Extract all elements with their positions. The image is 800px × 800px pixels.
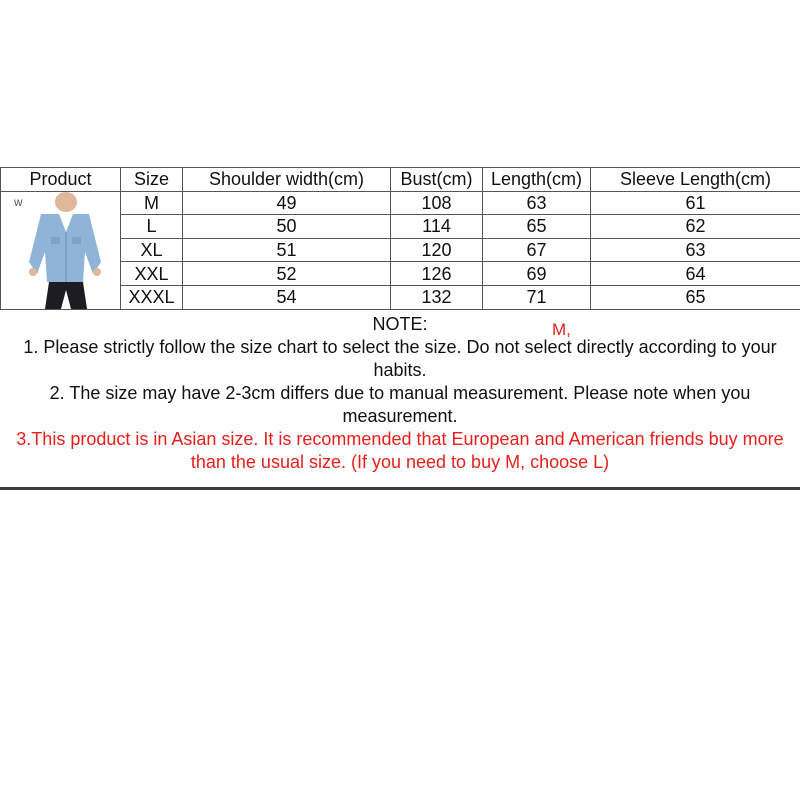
cell-sleeve: 62 [591,215,800,239]
header-sleeve-length: Sleeve Length(cm) [591,168,800,192]
cell-size: XL [121,238,183,262]
cell-size: L [121,215,183,239]
cell-shoulder: 50 [183,215,391,239]
cell-bust: 120 [391,238,483,262]
svg-text:W: W [13,197,22,208]
cell-length: 67 [483,238,591,262]
cell-bust: 108 [391,191,483,215]
table-row [1,215,800,239]
note-line-3: 3.This product is in Asian size. It is recommended that European and American friends buy more than the usual size. (If you need to buy M, choose L) [16,429,784,472]
header-length: Length(cm) [483,168,591,192]
header-product: Product [1,168,121,192]
note-heading: NOTE: [372,314,428,334]
cell-bust: 126 [391,262,483,286]
cell-shoulder: 52 [183,262,391,286]
cell-sleeve: 64 [591,262,800,286]
table-header-row [1,168,800,192]
cell-size: XXXL [121,285,183,309]
cell-size: XXL [121,262,183,286]
size-table [0,167,800,310]
table-row [1,191,800,215]
note-line-2: 2. The size may have 2-3cm differs due to manual measurement. Please note when you measurement. [49,383,751,426]
cell-sleeve: 61 [591,191,800,215]
cell-size: M [121,191,183,215]
cell-length: 63 [483,191,591,215]
cell-length: 65 [483,215,591,239]
cell-shoulder: 51 [183,238,391,262]
product-image-cell [1,191,121,309]
cell-shoulder: 49 [183,191,391,215]
table-row [1,238,800,262]
header-size: Size [121,168,183,192]
denim-jacket-model-photo [11,192,111,309]
cell-sleeve: 65 [591,285,800,309]
bottom-divider [0,487,800,490]
cell-bust: 132 [391,285,483,309]
notes-section [0,313,800,474]
cell-sleeve: 63 [591,238,800,262]
header-bust: Bust(cm) [391,168,483,192]
cell-shoulder: 54 [183,285,391,309]
table-row [1,285,800,309]
size-chart [0,165,800,490]
handwritten-mark: M, [552,320,571,339]
note-line-1: 1. Please strictly follow the size chart to select the size. Do not select directly according to your habits. [23,337,777,380]
cell-length: 71 [483,285,591,309]
table-row [1,262,800,286]
cell-bust: 114 [391,215,483,239]
cell-length: 69 [483,262,591,286]
header-shoulder-width: Shoulder width(cm) [183,168,391,192]
